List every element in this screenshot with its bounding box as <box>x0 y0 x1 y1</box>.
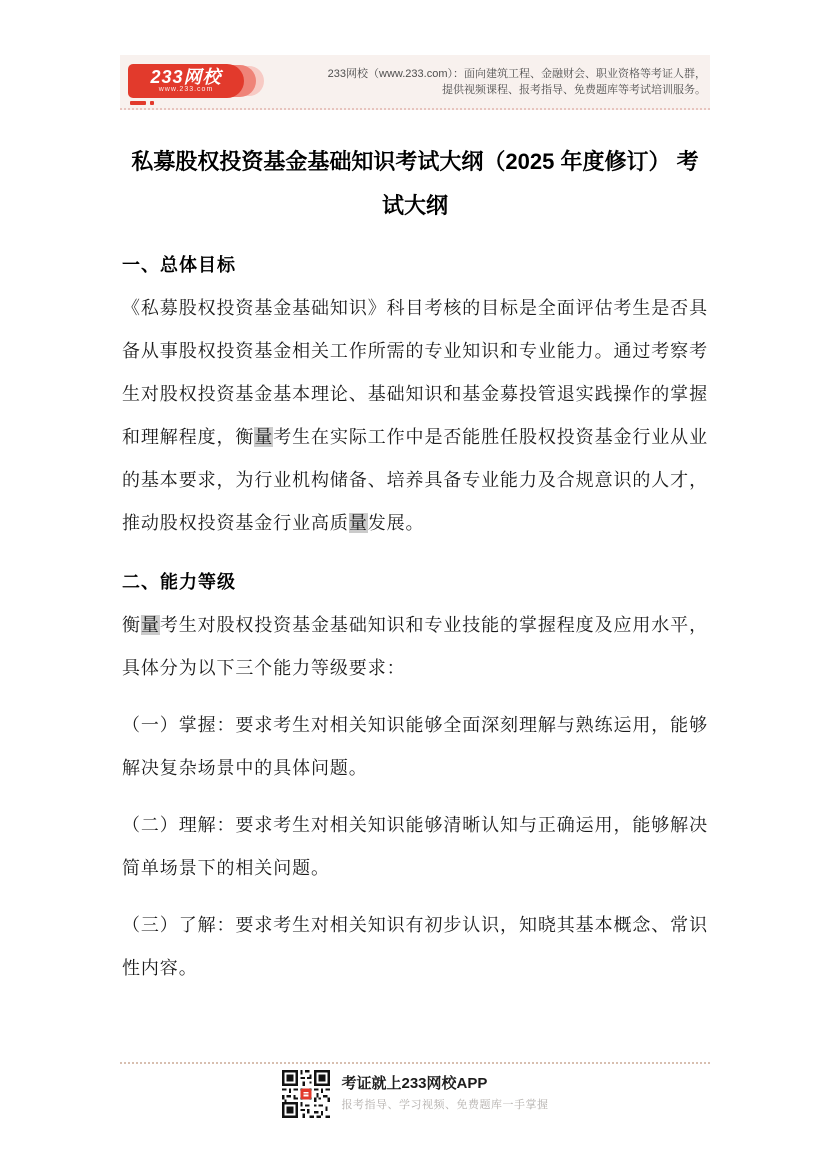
footer-app-subtitle: 报考指导、学习视频、免费题库一手掌握 <box>341 1099 549 1111</box>
brand-logo <box>128 64 256 100</box>
page-title: 私募股权投资基金基础知识考试大纲（2025 年度修订） 考试大纲 <box>131 149 699 218</box>
text-run: 衡 <box>122 615 141 635</box>
list-item-mastery <box>122 704 708 790</box>
footer-app-promo <box>120 1070 710 1118</box>
text-run: 《私募股权投资基金基础知识》科目考核的目标是全面评估考生是否具备从事股权投资基金相关工作所需的专业知识和专业能力。通过考察考生对股权投资基金基本理论、基础知识和基金募投管退实践操作的掌握和理解程度，衡 <box>122 298 708 447</box>
paragraph <box>122 604 708 690</box>
tagline-line-1: 233网校（www.233.com）：面向建筑工程、金融财会、职业资格等考证人群， <box>327 67 706 80</box>
section-heading: 二、能力等级 <box>122 572 236 592</box>
logo-pill <box>128 64 244 98</box>
footer-text-block <box>342 1070 549 1113</box>
highlighted-char: 量 <box>348 513 368 533</box>
header-tagline <box>328 66 710 98</box>
page-footer <box>120 1062 710 1118</box>
logo-underline <box>130 101 154 105</box>
footer-app-title: 考证就上233网校APP <box>341 1075 488 1092</box>
list-item-awareness <box>122 904 708 990</box>
list-item-understanding <box>122 804 708 890</box>
text-run: 考生对股权投资基金基础知识和专业技能的掌握程度及应用水平，具体分为以下三个能力等级要求： <box>122 615 708 678</box>
text-run: 发展。 <box>367 513 425 533</box>
section-ability-levels <box>122 570 708 990</box>
logo-underline-dash <box>130 101 146 105</box>
section-overall-goal <box>122 253 708 545</box>
text-run: （三）了解：要求考生对相关知识有初步认识，知晓其基本概念、常识性内容。 <box>122 915 708 978</box>
text-run: （二）理解：要求考生对相关知识能够清晰认知与正确运用，能够解决简单场景下的相关问题。 <box>122 815 708 878</box>
document-body <box>122 110 708 1004</box>
tagline-line-2: 提供视频课程、报考指导、免费题库等考试培训服务。 <box>442 83 706 96</box>
header-banner <box>120 55 710 110</box>
highlighted-char: 量 <box>254 427 274 447</box>
highlighted-char: 量 <box>140 615 160 635</box>
qr-code-icon <box>282 1070 330 1118</box>
brand-name: 233网校 <box>150 66 222 87</box>
text-run: 考生在实际工作中是否能胜任股权投资基金行业从业的基本要求，为行业机构储备、培养具备专业能力及合规意识的人才，推动股权投资基金行业高质 <box>122 427 708 533</box>
brand-url: www.233.com <box>158 85 214 93</box>
logo-underline-dot <box>150 101 154 105</box>
section-heading: 一、总体目标 <box>122 255 236 275</box>
paragraph <box>122 287 708 545</box>
text-run: （一）掌握：要求考生对相关知识能够全面深刻理解与熟练运用，能够解决复杂场景中的具体问题。 <box>122 715 708 778</box>
